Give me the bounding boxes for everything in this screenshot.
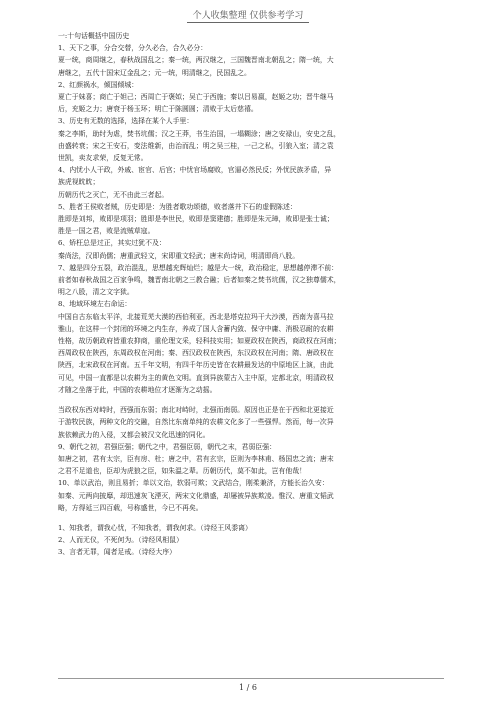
text-line: 10、单以武治，则且易折；单以文治，软弱可欺；文武结合，刚柔兼济，方能长治久安：: [58, 479, 329, 488]
quote-line: 2、人而无仪，不死何为。（诗经风相鼠）: [58, 536, 183, 545]
text-line: 族虎视眈眈；: [58, 178, 100, 187]
text-line: 后，充姬之力；唐衰于杨玉环；明亡于陈圆圆；清败于太后慈禧。: [58, 105, 258, 114]
text-line: 历朝历代之灭亡，无不由此三者起。: [58, 190, 169, 199]
header-text: 个人收集整理 仅供参考学习: [187, 8, 310, 23]
text-line: 夏亡于妹喜；商亡于妲己；西周亡于褒姒；吴亡于西施；秦以吕易嬴，赵姬之功；晋牛继马: [58, 93, 334, 102]
text-line: 2、红颜祸水，倾国倾城：: [58, 80, 139, 89]
quote-line: 3、言者无罪，闻者足戒。（诗经大序）: [58, 548, 177, 557]
quote-line: 1、知我者，谓我心忧，不知我者，谓我何求。（诗经王风黍离）: [58, 523, 252, 532]
text-line: 才随之坐落于此，中国的农耕地位才逐渐为之动摇。: [58, 385, 217, 394]
footer-rule: [58, 678, 444, 679]
text-line: 一:十句话概括中国历史: [58, 32, 130, 40]
page-footer: [0, 683, 496, 692]
text-line: 3、历史有无数的选择，选择在某个人手里：: [58, 117, 194, 126]
text-line: 秦之李斯，助纣为虐，焚书坑儒；汉之王莽，书生治国，一塌糊涂；唐之安禄山，安史之乱，: [58, 129, 341, 138]
text-line: 西周政权在陕西，东周政权在河南；秦、西汉政权在陕西，东汉政权在河南；隋、唐政权在: [58, 349, 334, 358]
text-line: 如唐之初，君有太宗，臣有房、杜；唐之中，君有玄宗，臣则为李林甫、杨国忠之流；唐末: [58, 454, 334, 463]
text-line: 7、越是四分五裂，政治混乱，思想越充辉灿烂；越是大一统，政治稳定，思想越停滞不前：: [58, 263, 339, 272]
text-line: 性格，故历朝政府皆重农抑商，重伦理文采，轻科技实用；如夏政权在陕西，商政权在河南；: [58, 337, 341, 346]
section-quotes: [58, 522, 444, 559]
text-line: 胜是一国之君，败是流贼草寇。: [58, 227, 155, 236]
text-line: 1、天下之事，分合交替，分久必合，合久必分：: [58, 44, 208, 53]
text-line: 9、朝代之初，君强臣强；朝代之中，君强臣弱，朝代之末，君弱臣强：: [58, 442, 276, 451]
text-line: 如秦、元两向披靡，却迅速灰飞湮灭，两宋文化鼎盛，却屡被异族欺凌。惟汉、唐重文韬武: [58, 491, 334, 500]
text-line: 胜即是刘邦，败即是项羽；胜即是李世民，败即是窦建德；胜即是朱元璋，败即是张士诚；: [58, 215, 334, 224]
document-body: [58, 30, 444, 559]
text-line: 略，方得延三四百载，号称盛世，今已不再矣。: [58, 503, 203, 512]
text-line: 前者如春秋战国之百家争鸣，魏晋南北朝之三教合融；后者如秦之焚书坑儒，汉之独尊儒术，: [58, 276, 341, 285]
section-history-ten-sentences: [58, 30, 444, 396]
text-line: 雅山，在这样一个封闭的环境之内生存，养成了国人含蓄内敛、保守中庸、消极忍耐的农耕: [58, 324, 334, 333]
text-line: 族依赖武力的入侵，又都会被汉文化迅速的同化。: [58, 430, 210, 439]
text-line: 当政权东西对峙时，西强而东弱；南北对峙时，北强而南弱。原因也正是在于西和北更接近: [58, 406, 334, 415]
text-line: 陕西，北宋政权在河南。五千年文明，有四千年历史皆在农耕最发达的中原地区上演，由此: [58, 361, 334, 370]
page-header: [0, 8, 496, 23]
text-line: 4、内忧小人干政，外戚、宦官、后宫；中忧官场腐败，官逼必然民反；外忧民族矛盾，异: [58, 166, 332, 175]
text-line: 5、胜者王侯败者贼，历史即是：为胜者歌功颂德，败者落井下石的虚假陈述：: [58, 202, 297, 211]
text-line: 世凯，卖友求荣，反复无常。: [58, 154, 148, 163]
text-line: 唐继之，五代十国宋辽金乱之；元一统，明清继之，民国乱之。: [58, 68, 251, 77]
text-line: 可见，中国一直都是以农耕为主的黄色文明。直到异族蒙古入主中原，定都北京，明清政权: [58, 373, 334, 382]
paragraph-gap: [58, 514, 444, 522]
text-line: 8、地域环境左右命运：: [58, 300, 132, 309]
text-line: 夏一统，商周继之，春秋战国乱之；秦一统，两汉继之，三国魏晋南北朝乱之；隋一统，大: [58, 56, 334, 65]
text-line: 之君不足道也，臣却为虎狼之臣，如朱温之辈。历朝历代，莫不如此，岂有他哉！: [58, 467, 307, 476]
section-continuation: [58, 404, 444, 514]
text-line: 由盛转衰；宋之王安石，变法维新，由治而乱；明之吴三桂，一己之私，引狼入室；清之袁: [58, 141, 334, 150]
text-line: 明之八股，清之文字狱。: [58, 288, 134, 297]
text-line: 中国自古东临太平洋，北接荒芜大漠的西伯利亚，西北是塔克拉玛干大沙漠，西南为喜马拉: [58, 312, 334, 321]
text-line: 于游牧民族，两种文化的交融，自然比东南单纯的农耕文化多了一些强悍。然而，每一次异: [58, 418, 334, 427]
text-line: 6、矫枉总是过正，其实过犹不及：: [58, 239, 166, 248]
page-number: 1 / 6: [239, 683, 257, 692]
text-line: 秦尚法，汉即尚儒；唐重武轻文，宋即重文轻武；唐末尚诗词，明清即尚八股。: [58, 251, 300, 260]
paragraph-gap: [58, 396, 444, 404]
